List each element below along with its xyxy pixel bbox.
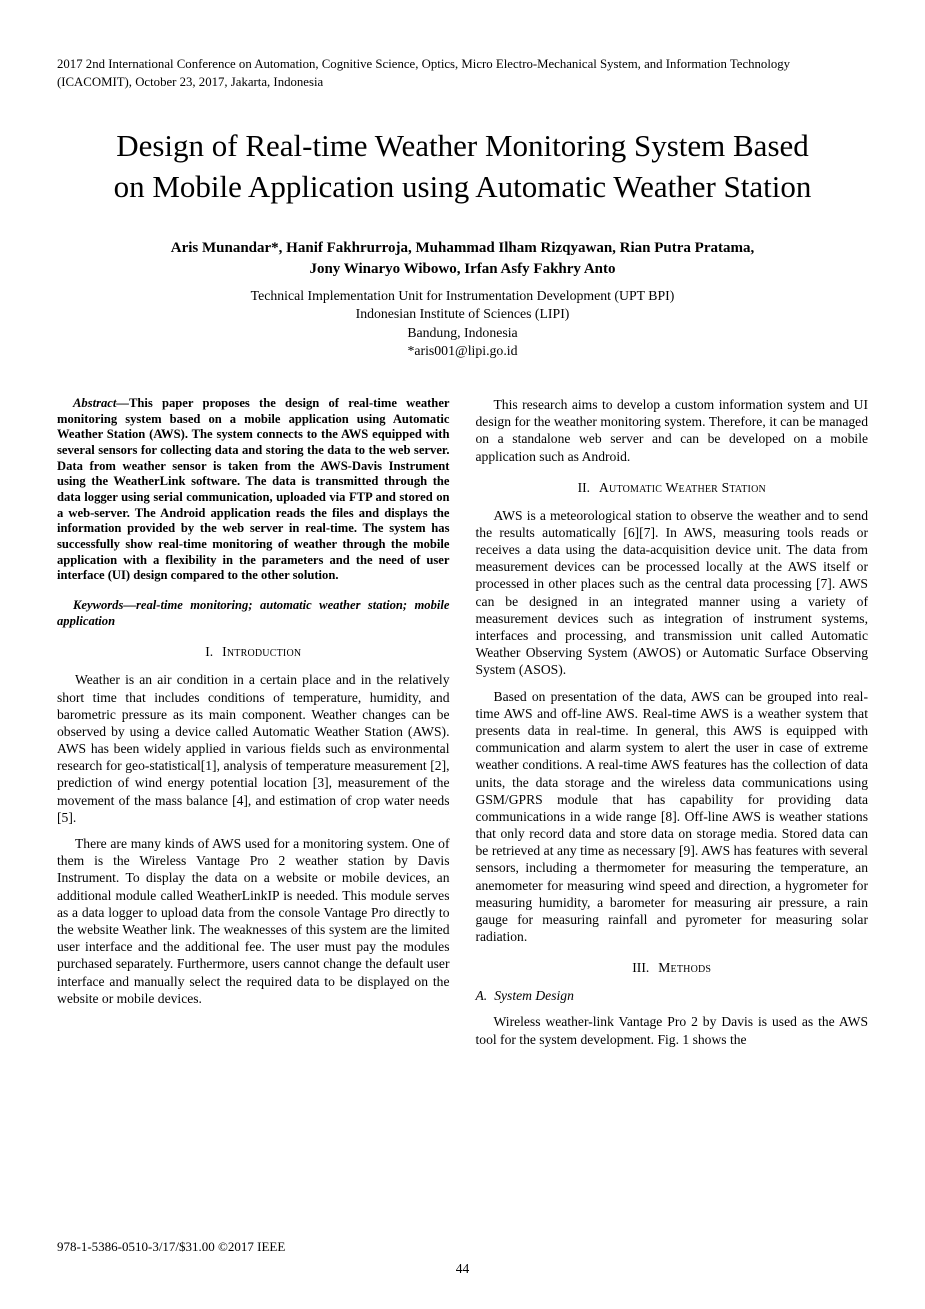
subsection-title: System Design	[494, 988, 574, 1004]
section-heading-methods	[476, 960, 869, 976]
subsection-number: A.	[475, 988, 488, 1004]
two-column-body	[57, 396, 868, 1057]
conference-header-line1: 2017 2nd International Conference on Automation, Cognitive Science, Optics, Micro Electro-Mechanical System, and Information Technology	[57, 57, 791, 71]
keywords-text: real-time monitoring; automatic weather station; mobile application	[57, 598, 450, 628]
author-email: *aris001@lipi.go.id	[407, 342, 518, 358]
section-title: Methods	[658, 960, 712, 976]
paper-title: Design of Real-time Weather Monitoring System Based on Mobile Application using Automatic Weather Station	[113, 127, 812, 204]
section-number: II.	[577, 479, 591, 495]
author-line-1: Aris Munandar*, Hanif Fakhrurroja, Muhammad Ilham Rizqyawan, Rian Putra Pratama,	[170, 239, 755, 256]
section-title: Automatic Weather Station	[599, 479, 766, 495]
authors-block	[57, 238, 868, 360]
abstract-text: This paper proposes the design of real-time weather monitoring system based on a mobile application using Automatic Weather Station (AWS). The system connects to the AWS equipped with several sensors for collecting data and storing the data to the web server. Data from weather sensor is taken from the AWS-Davis Instrument using the WeatherLink software. The data is transmitted through the data logger using serial communication, uploaded via FTP and stored on a web-server. The Android application reads the files and displays the information provided by the web server in real-time. The system has successfully show real-time monitoring of weather through the mobile application with a flexibility in the parameters and the need of user interface (UI) design compared to the other solution.	[57, 395, 450, 583]
page-number: 44	[455, 1261, 470, 1276]
aws-paragraph-2: Based on presentation of the data, AWS can be grouped into real-time AWS and off-line AWS. Real-time AWS is a weather system that presents data in real-time. In general, this AWS is equipped with communication and alarm system to alert the user in case of extreme weather conditions. A real-time AWS features has the collection of data units, the data storage and the wireless data communications using GSM/GPRS module that has capability for providing data communications in a wide range [8]. Off-line AWS is weather stations that only record data and store data on storage media. Stored data can be retrieved at any time as necessary [9]. AWS has features with several sensors, including a thermometer for measuring the temperature, an anemometer for measuring wind speed and direction, a hygrometer for measuring humidity, a barometer for measuring air pressure, a rain gauge for measuring rainfall and pyrometer for measuring solar radiation.	[475, 688, 868, 945]
section-heading-aws	[476, 480, 869, 496]
abstract-paragraph	[57, 396, 450, 584]
introduction-paragraph-1: Weather is an air condition in a certain place and in the relatively short time that includes conditions of temperature, humidity, and barometric pressure as its main component. Weather changes can be observed by using a device called Automatic Weather Station (AWS). AWS has been widely applied in various fields such as environmental research for geo-statistical[1], analysis of temperature measurement [2], prediction of wind energy potential location [3], measurement of the movement of the mass balance [4], and estimation of crop water needs [5].	[57, 672, 450, 825]
aws-paragraph-1: AWS is a meteorological station to observe the weather and to send the results automatically [6][7]. In AWS, measuring tools reads or receives a data using the data-acquisition device unit. The data from measurement devices can be processed locally at the AWS itself or processed in other places such as the central data processing [7]. AWS can be designed in an integrated manner using a variety of measurement devices such as integration of instrument systems, interfaces and processing, and transmission unit called Automatic Weather Observing System (AWOS) or Automatic Surface Observing System (ASOS).	[475, 507, 868, 678]
subsection-heading-system-design	[476, 988, 869, 1004]
conference-header	[57, 56, 868, 92]
introduction-paragraph-3: This research aims to develop a custom information system and UI design for the weather monitoring system. Therefore, it can be managed on a standalone web server and can be developed on a mobile application such as Android.	[475, 396, 868, 464]
section-heading-introduction	[57, 644, 450, 660]
introduction-paragraph-2: There are many kinds of AWS used for a monitoring system. One of them is the Wireless Vantage Pro 2 weather station by Davis Instrument. To display the data on a website or mobile devices, an additional module called WeatherLinkIP is needed. This module serves as a data logger to upload data from the console Vantage Pro directly to the website Weather link. The weaknesses of this system are the limited user interface and the additional fee. The user must pay the modules purchased separately. Furthermore, users cannot change the default user interface and manually select the required data to be displayed on the website or mobile devices.	[57, 836, 450, 1006]
abstract-label: Abstract—	[73, 395, 129, 410]
author-line-2: Jony Winaryo Wibowo, Irfan Asfy Fakhry Anto	[309, 261, 616, 278]
methods-paragraph-1: Wireless weather-link Vantage Pro 2 by Davis is used as the AWS tool for the system development. Fig. 1 shows the	[475, 1014, 868, 1047]
affiliation-line-2: Indonesian Institute of Sciences (LIPI)	[355, 306, 570, 322]
copyright-notice: 978-1-5386-0510-3/17/$31.00 ©2017 IEEE	[57, 1239, 286, 1254]
affiliation-block	[57, 287, 868, 360]
section-number: I.	[205, 644, 214, 660]
affiliation-line-1: Technical Implementation Unit for Instrumentation Development (UPT BPI)	[250, 288, 675, 304]
keywords-line	[57, 598, 450, 629]
conference-header-line2: (ICACOMIT), October 23, 2017, Jakarta, Indonesia	[57, 74, 324, 89]
section-number: III.	[632, 960, 650, 976]
left-column	[57, 396, 450, 1057]
affiliation-line-3: Bandung, Indonesia	[407, 324, 518, 340]
section-title: Introduction	[222, 644, 302, 660]
keywords-label: Keywords—	[73, 598, 136, 612]
right-column	[476, 396, 869, 1057]
